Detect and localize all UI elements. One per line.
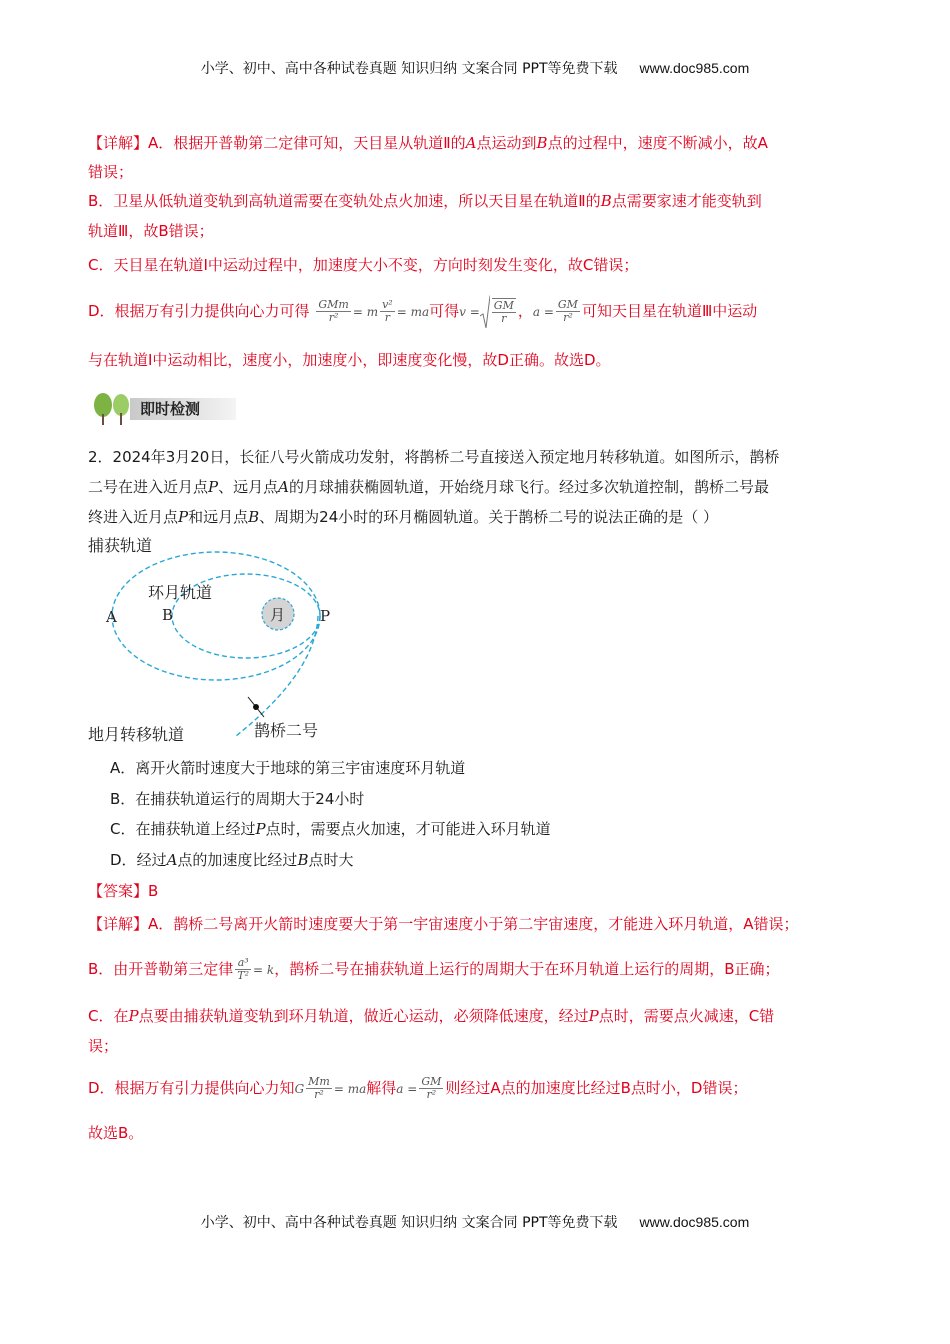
option-c[interactable]: C．在捕获轨道上经过P点时，需要点火加速，才可能进入环月轨道	[110, 820, 551, 838]
option-a[interactable]: A．离开火箭时速度大于地球的第三宇宙速度环月轨道	[110, 759, 466, 777]
detail1-line-a: 【详解】A．根据开普勒第二定律可知，天目星从轨道Ⅱ的A点运动到B点的过程中，速度不断减小，故A	[88, 134, 768, 152]
detail2-line-e: 故选B。	[88, 1124, 144, 1142]
probe-label: 鹊桥二号	[254, 721, 319, 740]
transfer-orbit-label: 地月转移轨道	[88, 725, 185, 744]
question-line-3: 终进入近月点P和远月点B、周期为24小时的环月椭圆轨道。关于鹊桥二号的说法正确的是（ ）	[88, 508, 719, 526]
detail1-line-d2: 与在轨道Ⅰ中运动相比，速度小，加速度小，即速度变化慢，故D正确。故选D。	[88, 351, 611, 369]
question-line-2: 二号在进入近月点P、远月点A的月球捕获椭圆轨道，开始绕月球飞行。经过多次轨道控制，鹊桥二号最	[88, 478, 769, 496]
lunar-orbit-label: 环月轨道	[148, 583, 213, 602]
instant-check-banner	[90, 390, 238, 426]
detail2-line-b: B．由开普勒第三定律 $\frac{\text{a³}}{\text{T²}}$ = k，鹊桥二号在捕获轨道上运行的周期大于在环月轨道上运行的周期，B正确；	[88, 956, 780, 982]
sqrt-symbol: $\frac{GM}{r}$	[480, 298, 518, 325]
answer-value: B	[148, 882, 159, 900]
formula-fraction: $\frac{GM}{\text{r²}}$	[421, 1075, 442, 1101]
orbit-diagram	[86, 532, 346, 747]
detail2-line-d: D．根据万有引力提供向心力知G $\frac{Mm}{\text{r²}}$ = ma解得a = $\frac{GM}{\text{r²}}$ 则经过A点的加速度比经过B点时小，D错误；	[88, 1075, 748, 1101]
banner-label: 即时检测	[140, 400, 201, 418]
page-footer	[0, 1212, 950, 1232]
header-site-link[interactable]: www.doc985.com	[639, 60, 750, 76]
option-d[interactable]: D．经过A点的加速度比经过B点时大	[110, 851, 354, 869]
page-header	[0, 58, 950, 78]
probe-marker	[248, 697, 264, 717]
formula-fraction: $\frac{\text{GMm}}{\text{r²}}$	[318, 298, 349, 324]
formula-fraction: $\frac{\text{a³}}{\text{T²}}$	[237, 956, 250, 982]
detail1-line-b: B．卫星从低轨道变轨到高轨道需要在变轨处点火加速，所以天目星在轨道Ⅱ的B点需要家速才能变轨到	[88, 192, 762, 210]
formula-fraction: $\frac{\text{v²}}{r}$	[382, 298, 393, 324]
footer-site-link[interactable]: www.doc985.com	[639, 1214, 750, 1230]
detail2-line-a: 【详解】A．鹊桥二号离开火箭时速度要大于第一宇宙速度小于第二宇宙速度，才能进入环月轨道，A错误；	[88, 915, 799, 933]
detail1-line-b2: 轨道Ⅲ，故B错误；	[88, 222, 214, 240]
point-b-label: B	[162, 606, 174, 624]
moon-label: 月	[270, 606, 286, 624]
question-line-1: 2．2024年3月20日，长征八号火箭成功发射，将鹊桥二号直接送入预定地月转移轨道。如图所示，鹊桥	[88, 448, 780, 466]
detail2-line-c: C．在P点要由捕获轨道变轨到环月轨道，做近心运动，必须降低速度，经过P点时，需要点火减速，C错	[88, 1007, 775, 1025]
footer-text: 小学、初中、高中各种试卷真题 知识归纳 文案合同 PPT等免费下载	[200, 1215, 618, 1231]
detail1-line-d: D．根据万有引力提供向心力可得 $\frac{\text{GMm}}{\text{r²}}$ = m $\frac{\text{v²}}{r}$ = ma可得v = $\frac{GM}{r}$ ，a = $\frac{GM}{\text{r²}}$ 可知天目星在轨道Ⅲ中运动	[88, 298, 757, 325]
capture-orbit-label: 捕获轨道	[88, 536, 153, 555]
header-text: 小学、初中、高中各种试卷真题 知识归纳 文案合同 PPT等免费下载	[200, 61, 618, 77]
detail2-line-c2: 误；	[88, 1037, 119, 1055]
point-p-label: P	[320, 607, 331, 625]
option-b[interactable]: B．在捕获轨道运行的周期大于24小时	[110, 790, 365, 808]
detail-tag: 【详解】	[88, 134, 149, 152]
formula-fraction: $\frac{GM}{\text{r²}}$	[557, 298, 578, 324]
point-a-label: A	[106, 608, 117, 626]
transfer-orbit-path	[236, 616, 318, 736]
formula-fraction: $\frac{Mm}{\text{r²}}$	[308, 1075, 330, 1101]
detail1-line-a2: 错误；	[88, 163, 134, 181]
answer-line: 【答案】B	[88, 882, 159, 900]
detail1-line-c: C．天目星在轨道Ⅰ中运动过程中，加速度大小不变，方向时刻发生变化，故C错误；	[88, 256, 639, 274]
